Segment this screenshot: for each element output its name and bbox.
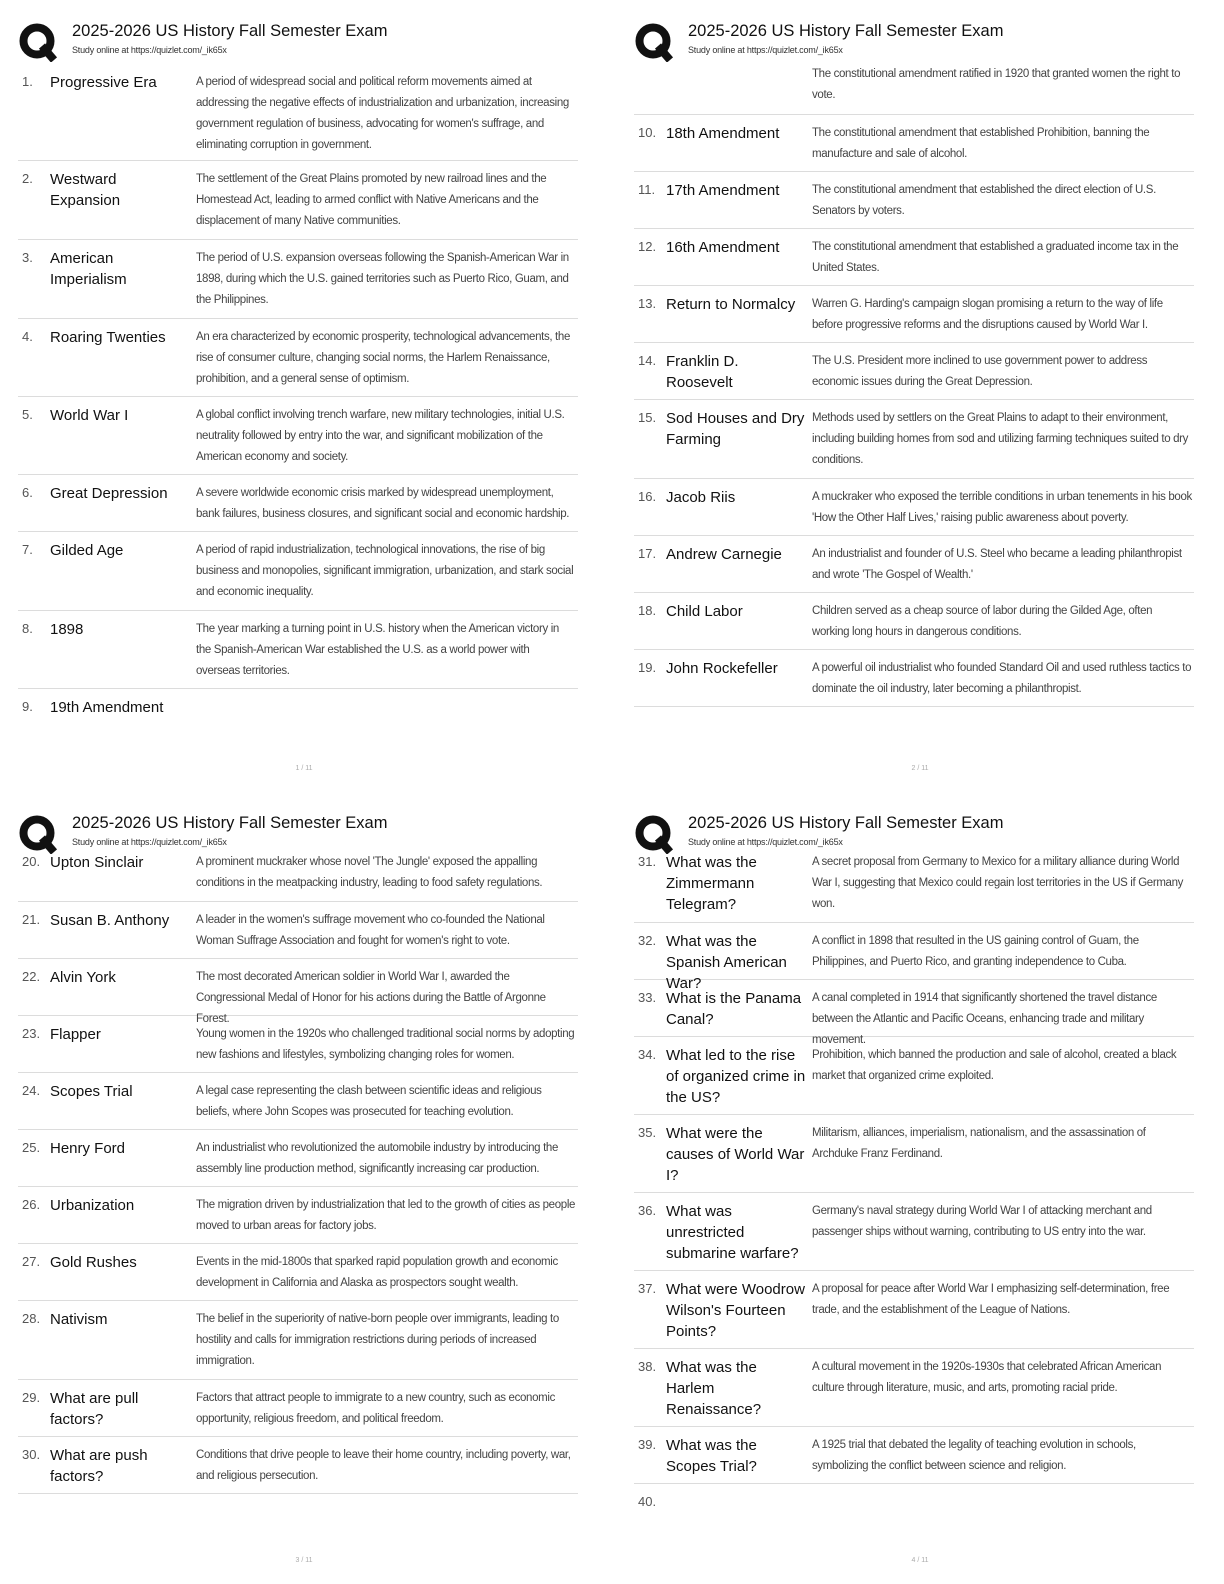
page-number: 4 / 11	[911, 1557, 929, 1564]
item-number: 21.	[22, 912, 41, 927]
term-row	[18, 1073, 578, 1130]
item-number: 36.	[638, 1203, 657, 1218]
doc-title: 2025-2026 US History Fall Semester Exam	[72, 814, 388, 832]
definition: A cultural movement in the 1920s-1930s that celebrated African American culture through literature, music, and arts, promoting racial pride.	[812, 1361, 1162, 1394]
term: Roaring Twenties	[50, 329, 166, 346]
definition: A proposal for peace after World War I emphasizing self-determination, free trade, and the establishment of the League of Nations.	[812, 1283, 1170, 1316]
item-number: 27.	[22, 1254, 41, 1269]
item-number: 18.	[638, 603, 657, 618]
item-number: 35.	[638, 1125, 657, 1140]
term: What were Woodrow Wilson's Fourteen Points?	[666, 1281, 805, 1340]
term-row	[634, 286, 1194, 343]
page-header	[18, 20, 578, 66]
term-row	[634, 593, 1194, 650]
item-number: 37.	[638, 1281, 657, 1296]
term: What was the Scopes Trial?	[666, 1437, 757, 1475]
page-number: 1 / 11	[295, 765, 313, 772]
definition: An era characterized by economic prosperity, technological advancements, the rise of consumer culture, changing social norms, the Harlem Renaissance, prohibition, and a general sense of optimism.	[196, 331, 570, 385]
term-row	[18, 319, 578, 397]
term-row	[18, 844, 578, 902]
term: Gilded Age	[50, 542, 124, 559]
item-number: 8.	[22, 621, 33, 636]
term: 17th Amendment	[666, 182, 780, 199]
term-list	[18, 64, 578, 729]
term-row	[18, 902, 578, 959]
definition: The constitutional amendment ratified in 1920 that granted women the right to vote.	[812, 68, 1181, 101]
definition: The settlement of the Great Plains promoted by new railroad lines and the Homestead Act, leading to armed conflict with Native Americans and the displacement of many Native communities.	[196, 173, 547, 227]
term-row	[634, 1349, 1194, 1427]
definition: A period of rapid industrialization, technological innovations, the rise of big business and monopolies, significant immigration, urbanization, and stark social and economic inequality.	[196, 544, 574, 598]
term: What was unrestricted submarine warfare?	[666, 1203, 799, 1262]
item-number: 40.	[638, 1494, 657, 1509]
item-number: 6.	[22, 485, 33, 500]
definition: Young women in the 1920s who challenged traditional social norms by adopting new fashions and lifestyles, symbolizing changing roles for women.	[196, 1028, 575, 1061]
term: What was the Zimmermann Telegram?	[666, 854, 757, 913]
term: What was the Harlem Renaissance?	[666, 1359, 762, 1418]
definition: A 1925 trial that debated the legality of teaching evolution in schools, symbolizing the conflict between science and religion.	[812, 1439, 1136, 1472]
item-number: 38.	[638, 1359, 657, 1374]
term-row	[18, 611, 578, 689]
definition: A canal completed in 1914 that significantly shortened the travel distance between the Atlantic and Pacific Oceans, enhancing trade and military movement.	[812, 992, 1157, 1046]
term-row	[18, 64, 578, 161]
item-number: 39.	[638, 1437, 657, 1452]
item-number: 10.	[638, 125, 657, 140]
definition: A period of widespread social and political reform movements aimed at addressing the negative effects of industrialization and urbanization, increasing government regulation of business, advocating for women's suffrage, and eliminating corruption in government.	[196, 76, 569, 151]
term: Return to Normalcy	[666, 296, 796, 313]
term-row	[18, 1130, 578, 1187]
item-number: 24.	[22, 1083, 41, 1098]
term: Andrew Carnegie	[666, 546, 782, 563]
item-number: 26.	[22, 1197, 41, 1212]
term: Westward Expansion	[50, 171, 121, 209]
term: Alvin York	[50, 969, 116, 986]
term: Sod Houses and Dry Farming	[666, 410, 805, 448]
term-row	[634, 1037, 1194, 1115]
item-number: 1.	[22, 74, 33, 89]
term-list	[634, 64, 1194, 707]
term-row	[18, 1301, 578, 1380]
page-number: 3 / 11	[295, 1557, 313, 1564]
doc-subtitle: Study online at https://quizlet.com/_ik65x	[688, 45, 843, 55]
term: Upton Sinclair	[50, 854, 144, 871]
item-number: 22.	[22, 969, 41, 984]
term-row	[18, 1187, 578, 1244]
definition: A secret proposal from Germany to Mexico for a military alliance during World War I, suggesting that Mexico could regain lost territories in the US if Germany won.	[812, 856, 1184, 910]
page-2	[628, 10, 1212, 790]
item-number: 2.	[22, 171, 33, 186]
item-number: 16.	[638, 489, 657, 504]
item-number: 5.	[22, 407, 33, 422]
item-number: 3.	[22, 250, 33, 265]
definition: An industrialist and founder of U.S. Steel who became a leading philanthropist and wrote 'The Gospel of Wealth.'	[812, 548, 1182, 581]
doc-title: 2025-2026 US History Fall Semester Exam	[688, 22, 1004, 40]
definition: The U.S. President more inclined to use government power to address economic issues during the Great Depression.	[812, 355, 1148, 388]
term: Urbanization	[50, 1197, 135, 1214]
definition: A prominent muckraker whose novel 'The Jungle' exposed the appalling conditions in the meatpacking industry, leading to food safety regulations.	[196, 856, 543, 889]
term: What were the causes of World War I?	[666, 1125, 805, 1184]
term-row	[634, 1271, 1194, 1349]
page-1	[12, 10, 596, 790]
item-number: 29.	[22, 1390, 41, 1405]
term-row	[634, 479, 1194, 536]
definition: The belief in the superiority of native-born people over immigrants, leading to hostility and calls for immigration restrictions during periods of increased immigration.	[196, 1313, 559, 1367]
term-row	[18, 959, 578, 1025]
term-row	[634, 229, 1194, 286]
term: 19th Amendment	[50, 699, 164, 716]
term: Flapper	[50, 1026, 101, 1043]
definition: The constitutional amendment that established Prohibition, banning the manufacture and sale of alcohol.	[812, 127, 1150, 160]
term: Progressive Era	[50, 74, 157, 91]
definition: Conditions that drive people to leave their home country, including poverty, war, and religious persecution.	[196, 1449, 571, 1482]
term: 16th Amendment	[666, 239, 780, 256]
term-row	[18, 240, 578, 319]
item-number: 7.	[22, 542, 33, 557]
item-number: 12.	[638, 239, 657, 254]
item-number: 4.	[22, 329, 33, 344]
term-row	[18, 1016, 578, 1073]
term-row	[18, 397, 578, 475]
item-number: 17.	[638, 546, 657, 561]
definition: Prohibition, which banned the production and sale of alcohol, created a black market that organized crime exploited.	[812, 1049, 1177, 1082]
term: Henry Ford	[50, 1140, 126, 1157]
definition: A legal case representing the clash between scientific ideas and religious beliefs, where John Scopes was prosecuted for teaching evolution.	[196, 1085, 542, 1118]
item-number: 30.	[22, 1447, 41, 1462]
page-header	[634, 20, 1194, 66]
item-number: 25.	[22, 1140, 41, 1155]
definition: The most decorated American soldier in World War I, awarded the Congressional Medal of Honor for his actions during the Battle of Argonne Forest.	[196, 971, 546, 1025]
term-list	[634, 844, 1194, 1522]
doc-subtitle: Study online at https://quizlet.com/_ik65x	[72, 45, 227, 55]
term-row	[634, 1193, 1194, 1271]
doc-title: 2025-2026 US History Fall Semester Exam	[688, 814, 1004, 832]
term-row	[634, 980, 1194, 1046]
definition: An industrialist who revolutionized the automobile industry by introducing the assembly line production method, significantly increasing car production.	[196, 1142, 559, 1175]
definition: The period of U.S. expansion overseas following the Spanish-American War in 1898, during which the U.S. gained territories such as Puerto Rico, Guam, and the Philippines.	[196, 252, 569, 306]
term: Susan B. Anthony	[50, 912, 170, 929]
definition: The constitutional amendment that established a graduated income tax in the United States.	[812, 241, 1179, 274]
term-row	[634, 844, 1194, 923]
term-row	[18, 532, 578, 611]
term-row	[634, 1427, 1194, 1484]
item-number: 15.	[638, 410, 657, 425]
term-list	[18, 844, 578, 1494]
page-number: 2 / 11	[911, 765, 929, 772]
doc-subtitle: Study online at https://quizlet.com/_ik65x	[688, 837, 843, 847]
term-row	[634, 172, 1194, 229]
term: What are pull factors?	[50, 1390, 139, 1428]
page-3	[12, 802, 596, 1582]
quizlet-logo-icon	[634, 22, 674, 62]
term: What was the Spanish American War?	[666, 933, 787, 992]
quizlet-logo-icon	[18, 22, 58, 62]
term: Jacob Riis	[666, 489, 736, 506]
definition: A muckraker who exposed the terrible conditions in urban tenements in his book 'How the Other Half Lives,' raising public awareness about poverty.	[812, 491, 1192, 524]
term-row	[634, 650, 1194, 707]
definition: A severe worldwide economic crisis marked by widespread unemployment, bank failures, business closures, and significant social and economic hardship.	[196, 487, 570, 520]
term-row	[18, 161, 578, 240]
item-number: 23.	[22, 1026, 41, 1041]
term: World War I	[50, 407, 129, 424]
continued-row	[634, 64, 1194, 115]
term: American Imperialism	[50, 250, 127, 288]
term: What led to the rise of organized crime in the US?	[666, 1047, 806, 1106]
definition: The year marking a turning point in U.S. history when the American victory in the Spanish-American War established the U.S. as a world power with overseas territories.	[196, 623, 559, 677]
term: Gold Rushes	[50, 1254, 137, 1271]
definition: Children served as a cheap source of labor during the Gilded Age, often working long hours in dangerous conditions.	[812, 605, 1153, 638]
term-row	[634, 1115, 1194, 1193]
term-row	[18, 475, 578, 532]
term-row	[634, 536, 1194, 593]
definition: Factors that attract people to immigrate to a new country, such as economic opportunity, religious freedom, and political freedom.	[196, 1392, 555, 1425]
item-number: 34.	[638, 1047, 657, 1062]
term-row	[18, 1244, 578, 1301]
definition: A conflict in 1898 that resulted in the US gaining control of Guam, the Philippines, and Puerto Rico, and granting independence to Cuba.	[812, 935, 1139, 968]
definition: Germany's naval strategy during World War I of attacking merchant and passenger ships without warning, contributing to US entry into the war.	[812, 1205, 1152, 1238]
doc-title: 2025-2026 US History Fall Semester Exam	[72, 22, 388, 40]
item-number: 32.	[638, 933, 657, 948]
definition: Methods used by settlers on the Great Plains to adapt to their environment, including building homes from sod and utilizing farming techniques suited to dry conditions.	[812, 412, 1189, 466]
item-number: 28.	[22, 1311, 41, 1326]
term-row	[18, 1437, 578, 1494]
definition: A global conflict involving trench warfare, new military technologies, initial U.S. neutrality followed by entry into the war, and significant mobilization of the American economy and society.	[196, 409, 565, 463]
definition: A leader in the women's suffrage movement who co-founded the National Woman Suffrage Association and fought for women's right to vote.	[196, 914, 545, 947]
term: Nativism	[50, 1311, 108, 1328]
item-number: 14.	[638, 353, 657, 368]
term-row	[634, 400, 1194, 479]
item-number: 9.	[22, 699, 33, 714]
term: What are push factors?	[50, 1447, 148, 1485]
term: 18th Amendment	[666, 125, 780, 142]
term: 1898	[50, 621, 84, 638]
term: What is the Panama Canal?	[666, 990, 802, 1028]
term-row	[634, 343, 1194, 400]
definition: The constitutional amendment that established the direct election of U.S. Senators by voters.	[812, 184, 1156, 217]
term: Great Depression	[50, 485, 168, 502]
item-number: 19.	[638, 660, 657, 675]
item-number: 33.	[638, 990, 657, 1005]
term-row	[634, 1484, 1194, 1522]
term-row	[18, 1380, 578, 1437]
term: John Rockefeller	[666, 660, 778, 677]
definition: Warren G. Harding's campaign slogan promising a return to the way of life before progressive reforms and the disruptions caused by World War I.	[812, 298, 1163, 331]
definition: Militarism, alliances, imperialism, nationalism, and the assassination of Archduke Franz Ferdinand.	[812, 1127, 1146, 1160]
doc-subtitle: Study online at https://quizlet.com/_ik65x	[72, 837, 227, 847]
definition: Events in the mid-1800s that sparked rapid population growth and economic development in California and Alaska as prospectors sought wealth.	[196, 1256, 558, 1289]
term-row	[634, 115, 1194, 172]
page-4	[628, 802, 1212, 1582]
item-number: 20.	[22, 854, 41, 869]
item-number: 31.	[638, 854, 657, 869]
term-row	[18, 689, 578, 729]
term-row	[634, 923, 1194, 992]
term: Child Labor	[666, 603, 743, 620]
term: Franklin D. Roosevelt	[666, 353, 739, 391]
item-number: 13.	[638, 296, 657, 311]
definition: The migration driven by industrialization that led to the growth of cities as people moved to urban areas for factory jobs.	[196, 1199, 576, 1232]
term: Scopes Trial	[50, 1083, 133, 1100]
definition: A powerful oil industrialist who founded Standard Oil and used ruthless tactics to dominate the oil industry, later becoming a philanthropist.	[812, 662, 1192, 695]
item-number: 11.	[638, 182, 656, 197]
